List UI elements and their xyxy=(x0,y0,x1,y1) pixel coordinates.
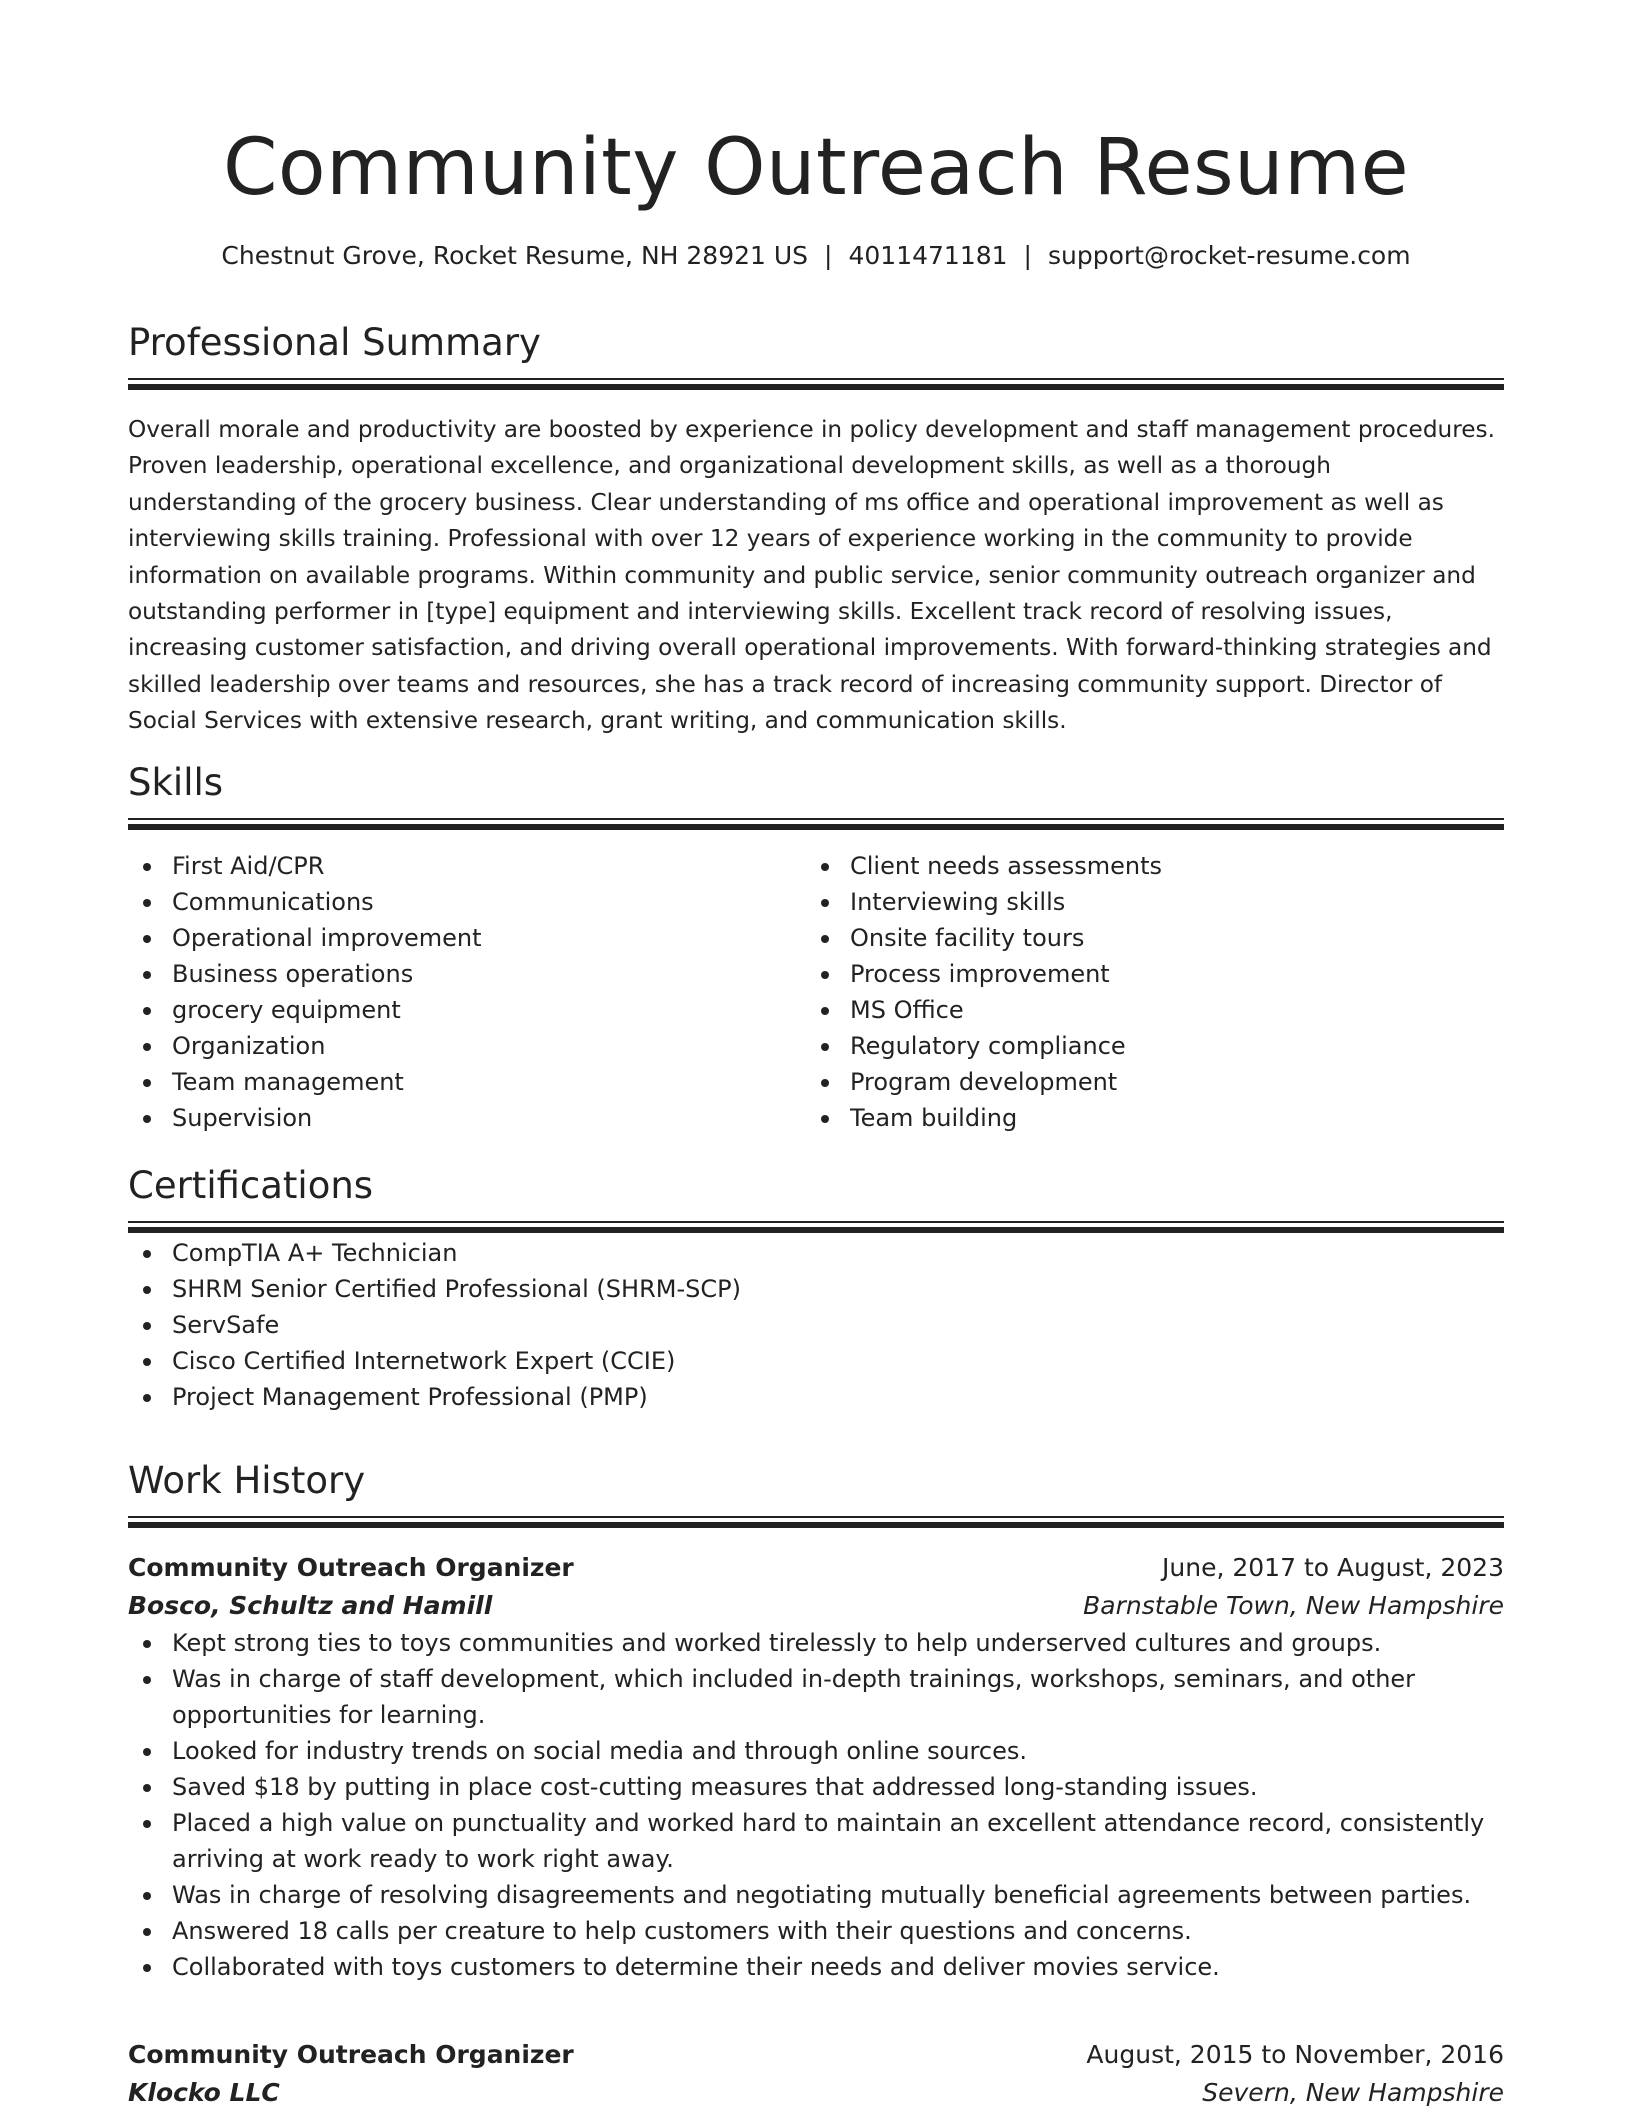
job-entry xyxy=(128,2036,1504,2112)
job-header-row xyxy=(128,2036,1504,2074)
skill-item: Operational improvement xyxy=(128,920,806,956)
job-location: Severn, New Hampshire xyxy=(1202,2078,1504,2107)
skill-item: Organization xyxy=(128,1028,806,1064)
job-bullet: Saved $18 by putting in place cost-cutting measures that addressed long-standing issues. xyxy=(128,1769,1504,1805)
section-divider xyxy=(128,378,1504,392)
job-bullet: Was in charge of staff development, which included in-depth trainings, workshops, seminars, and other opportunities for learning. xyxy=(128,1661,1504,1733)
job-bullet: Kept strong ties to toys communities and worked tirelessly to help underserved cultures and groups. xyxy=(128,1625,1504,1661)
certification-item: CompTIA A+ Technician xyxy=(128,1235,1504,1271)
job-dates: August, 2015 to November, 2016 xyxy=(1086,2040,1504,2069)
job-location: Barnstable Town, New Hampshire xyxy=(1083,1591,1504,1620)
certification-item: SHRM Senior Certified Professional (SHRM-SCP) xyxy=(128,1271,1504,1307)
job-bullet: Answered 18 calls per creature to help customers with their questions and concerns. xyxy=(128,1913,1504,1949)
divider-thick-line xyxy=(128,1522,1504,1528)
section-heading: Skills xyxy=(128,761,224,804)
skills-list-left xyxy=(128,848,806,1136)
job-subheader-row xyxy=(128,1587,1504,1625)
professional-summary-section xyxy=(128,318,1504,740)
job-title: Community Outreach Organizer xyxy=(128,2040,574,2069)
section-divider xyxy=(128,818,1504,832)
divider-thin-line xyxy=(128,1516,1504,1518)
job-bullet: Collaborated with toys customers to determine their needs and deliver movies service. xyxy=(128,1949,1504,1985)
certification-item: ServSafe xyxy=(128,1307,1504,1343)
divider-thick-line xyxy=(128,384,1504,390)
section-heading: Certifications xyxy=(128,1164,374,1207)
contact-separator: | xyxy=(1023,241,1032,270)
skill-item: Business operations xyxy=(128,956,806,992)
section-divider xyxy=(128,1516,1504,1530)
summary-paragraph: Overall morale and productivity are boosted by experience in policy development and staff management procedures. Proven leadership, operational excellence, and organizational development skills, as well as a thorough understanding of the grocery business. Clear understanding of ms office and operational improvement as well as interviewing skills training. Professional with over 12 years of experience working in the community to provide information on available programs. Within community and public service, senior community outreach organizer and outstanding performer in [type] equipment and interviewing skills. Excellent track record of resolving issues, increasing customer satisfaction, and driving overall operational improvements. With forward-thinking strategies and skilled leadership over teams and resources, she has a track record of increasing community support. Director of Social Services with extensive research, grant writing, and communication skills. xyxy=(128,416,1495,735)
contact-address: Chestnut Grove, Rocket Resume, NH 28921 US xyxy=(221,241,809,270)
job-bullet: Looked for industry trends on social media and through online sources. xyxy=(128,1733,1504,1769)
skill-item: Supervision xyxy=(128,1100,806,1136)
contact-phone: 4011471181 xyxy=(848,241,1008,270)
certification-item: Project Management Professional (PMP) xyxy=(128,1379,1504,1415)
job-header-row xyxy=(128,1549,1504,1587)
certifications-list xyxy=(128,1235,1504,1415)
skill-item: First Aid/CPR xyxy=(128,848,806,884)
job-entry xyxy=(128,1549,1504,1985)
job-dates: June, 2017 to August, 2023 xyxy=(1162,1553,1504,1582)
skills-list-right xyxy=(806,848,1484,1136)
job-bullet-list xyxy=(128,1625,1504,1985)
divider-thin-line xyxy=(128,378,1504,380)
skill-item: Program development xyxy=(806,1064,1484,1100)
skill-item: Client needs assessments xyxy=(806,848,1484,884)
skill-item: Team building xyxy=(806,1100,1484,1136)
skill-item: grocery equipment xyxy=(128,992,806,1028)
contact-line xyxy=(128,238,1504,274)
skill-item: MS Office xyxy=(806,992,1484,1028)
job-subheader-row xyxy=(128,2074,1504,2112)
skill-item: Interviewing skills xyxy=(806,884,1484,920)
divider-thick-line xyxy=(128,824,1504,830)
divider-thin-line xyxy=(128,818,1504,820)
contact-separator: | xyxy=(824,241,833,270)
skill-item: Regulatory compliance xyxy=(806,1028,1484,1064)
divider-thin-line xyxy=(128,1221,1504,1223)
certifications-section xyxy=(128,1161,1504,1415)
divider-thick-line xyxy=(128,1227,1504,1233)
skill-item: Communications xyxy=(128,884,806,920)
section-divider xyxy=(128,1221,1504,1235)
job-bullet: Was in charge of resolving disagreements and negotiating mutually beneficial agreements between parties. xyxy=(128,1877,1504,1913)
job-title: Community Outreach Organizer xyxy=(128,1553,574,1582)
section-heading: Professional Summary xyxy=(128,321,541,364)
job-company: Klocko LLC xyxy=(128,2078,280,2107)
skill-item: Team management xyxy=(128,1064,806,1100)
job-bullet: Placed a high value on punctuality and worked hard to maintain an excellent attendance record, consistently arriving at work ready to work right away. xyxy=(128,1805,1504,1877)
certification-item: Cisco Certified Internetwork Expert (CCIE) xyxy=(128,1343,1504,1379)
skill-item: Process improvement xyxy=(806,956,1484,992)
skills-section xyxy=(128,758,1504,1136)
section-heading: Work History xyxy=(128,1459,366,1502)
resume-title: Community Outreach Resume xyxy=(222,123,1410,213)
skill-item: Onsite facility tours xyxy=(806,920,1484,956)
contact-email[interactable]: support@rocket-resume.com xyxy=(1047,241,1411,270)
job-company: Bosco, Schultz and Hamill xyxy=(128,1591,493,1620)
work-history-section xyxy=(128,1456,1504,1530)
skills-columns xyxy=(128,848,1504,1136)
